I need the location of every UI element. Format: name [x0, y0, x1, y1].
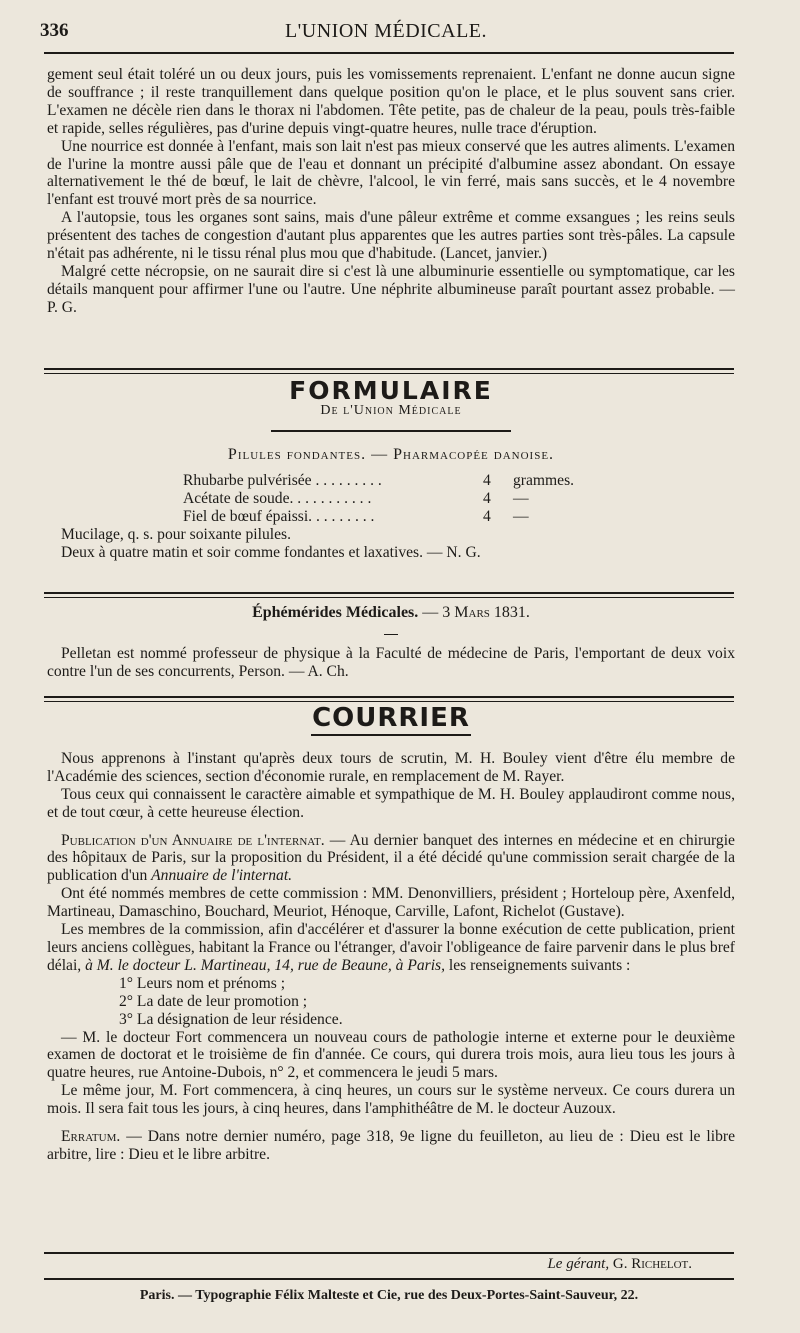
signature-name: G. Richelot. [612, 1256, 692, 1272]
section-rule [44, 592, 734, 594]
annuaire-heading: Publication d'un Annuaire de l'internat. [61, 831, 325, 849]
ephemerides-dash [384, 634, 398, 635]
formulaire-subtitle: De l'Union Médicale [320, 402, 462, 418]
ingredient-unit: — [513, 507, 529, 525]
courrier-section [47, 703, 735, 1164]
erratum-text: — Dans notre dernier numéro, page 318, 9e ligne du feuilleton, au lieu de : Dieu est le libre arbitre, lire : Dieu et le libre arbitre. [47, 1128, 735, 1163]
formulaire-short-rule [271, 430, 511, 432]
article-continuation [47, 66, 735, 317]
article-paragraph: Une nourrice est donnée à l'enfant, mais son lait n'est pas mieux conservé que les autres aliments. L'examen de l'urine la montre aussi pâle que de l'eau et donnant un précipité d'albumine assez abondant. On essaye alternativement le thé de bœuf, le lait de chèvre, l'alcool, le vin ferré, mais sans succès, et le 4 novembre l'enfant est trouvé mort près de sa nourrice. [47, 137, 735, 209]
commission-text-end: les renseignements suivants : [445, 956, 631, 974]
header-rule [44, 52, 734, 54]
printer-imprint: Paris. — Typographie Félix Malteste et Cie, rue des Deux-Portes-Saint-Sauveur, 22. [139, 1288, 639, 1303]
ingredient-name: Acétate de soude. . . . . . . . . . . [183, 489, 372, 507]
ingredient-row [183, 490, 735, 508]
ephemerides-title: Éphémérides Médicales. [252, 604, 419, 621]
section-rule [44, 368, 734, 370]
courrier-paragraph: Le même jour, M. Fort commencera, à cinq heures, un cours sur le système nerveux. Ce cours durera un mois. Il sera fait tous les jours, à cinq heures, dans l'amphithéâtre de M. le docteur Auzoux. [47, 1082, 735, 1118]
list-item: 3° La désignation de leur résidence. [119, 1010, 343, 1028]
ingredient-name: Rhubarbe pulvérisée . . . . . . . . . [183, 471, 382, 489]
courrier-short-rule [311, 734, 471, 736]
renseignements-list [47, 975, 735, 1029]
commission-address: à M. le docteur L. Martineau, 14, rue de Beaune, à Paris, [85, 956, 446, 974]
page-header [40, 18, 732, 46]
running-title: L'UNION MÉDICALE. [284, 20, 488, 42]
ingredient-unit: — [513, 489, 529, 507]
article-paragraph: Malgré cette nécropsie, on ne saurait dire si c'est là une albuminurie essentielle ou symptomatique, car les détails manquent pour affirmer l'une ou l'autre. Une néphrite albumineuse paraît pourtant assez probable. — P. G. [47, 262, 735, 316]
courrier-title: COURRIER [312, 703, 470, 733]
courrier-paragraph: Nous apprenons à l'instant qu'après deux tours de scrutin, M. H. Bouley vient d'être élu membre de l'Académie des sciences, section d'économie rurale, en remplacement de M. Rayer. [47, 749, 735, 785]
section-rule [44, 597, 734, 598]
article-paragraph: gement seul était toléré un ou deux jours, puis les vomissements reprenaient. L'enfant ne donne aucun signe de souffrance ; il reste tranquillement dans quelque position qu'on le place, et le plus souvent sans crier. L'examen ne décèle rien dans le thorax ni l'abdomen. Tête petite, pas de chaleur de la peau, pouls très-faible et rapide, selles régulières, pas d'urine depuis vingt-quatre heures, nulle trace d'éruption. [47, 66, 735, 137]
annuaire-paragraph [47, 832, 735, 886]
ingredient-qty: 4 [483, 471, 491, 489]
formulaire-section [47, 376, 735, 562]
section-rule [44, 696, 734, 698]
erratum-heading: Erratum. [61, 1128, 121, 1146]
section-rule [44, 701, 734, 702]
ingredient-qty: 4 [483, 507, 491, 525]
courrier-paragraph: Ont été nommés membres de cette commission : MM. Denonvilliers, président ; Horteloup père, Axenfeld, Martineau, Damaschino, Bouchard, Meuriot, Hénoque, Carville, Lafont, Richelot (Gustave). [47, 885, 735, 921]
ephemerides-text: Pelletan est nommé professeur de physique à la Faculté de médecine de Paris, l'emportant de deux voix contre l'un de ses concurrents, Person. — A. Ch. [47, 644, 735, 680]
signature-label: Le gérant, [547, 1256, 610, 1272]
list-item: 1° Leurs nom et prénoms ; [119, 974, 286, 992]
footer-rule [44, 1252, 734, 1254]
footer-rule [44, 1278, 734, 1280]
article-paragraph: A l'autopsie, tous les organes sont sains, mais d'une pâleur extrême et comme exsangues ; les reins seuls présentent des taches de congestion d'autant plus apparentes que les autres parties sont très-pâles. La capsule n'était pas adhérente, ni le tissu rénal plus mou que d'habitude. (Lancet, janvier.) [47, 209, 735, 263]
commission-text: Les membres de la commission, afin d'accélérer et d'assurer la bonne exécution de cette publication, prient leurs anciens collègues, habitant la France ou l'étranger, d'avoir l'obligeance de faire parvenir dans le plus bref délai, [47, 921, 735, 974]
ingredient-name: Fiel de bœuf épaissi. . . . . . . . . [183, 507, 375, 525]
courrier-paragraph: — M. le docteur Fort commencera un nouveau cours de pathologie interne et externe pour le deuxième examen de doctorat et le troisième de fin d'année. Ce cours, qui durera trois mois, aura lieu tous les jours à quatre heures, rue Antoine-Dubois, n° 2, et commencera le jeudi 5 mars. [47, 1028, 735, 1082]
section-rule [44, 373, 734, 374]
signature [547, 1256, 692, 1273]
ingredient-unit: grammes. [513, 471, 575, 489]
page-number: 336 [40, 20, 69, 41]
recipe-line: Deux à quatre matin et soir comme fondantes et laxatives. — N. G. [61, 543, 481, 561]
ephemerides-section [47, 604, 735, 681]
formulaire-title: FORMULAIRE [289, 376, 493, 405]
recipe-line: Mucilage, q. s. pour soixante pilules. [61, 525, 291, 543]
ephemerides-date: — 3 Mars 1831. [422, 604, 530, 621]
list-item: 2° La date de leur promotion ; [119, 992, 308, 1010]
ingredient-list [47, 472, 735, 526]
courrier-paragraph: Tous ceux qui connaissent le caractère aimable et sympathique de M. H. Bouley applaudiront comme nous, et de tout cœur, à cette heureuse élection. [47, 785, 735, 821]
ephemerides-heading [47, 604, 735, 622]
recipe-title: Pilules fondantes. — Pharmacopée danoise. [227, 445, 555, 463]
annuaire-text: — Au dernier banquet des internes en médecine et en chirurgie des hôpitaux de Paris, sur la proposition du Président, il a été décidé qu'une commission serait chargée de la publication d'un [47, 831, 735, 885]
ingredient-qty: 4 [483, 489, 491, 507]
commission-paragraph [47, 921, 735, 975]
ingredient-row [183, 472, 735, 490]
annuaire-title: Annuaire de l'internat. [151, 867, 293, 885]
erratum-paragraph [47, 1128, 735, 1164]
ingredient-row [183, 508, 735, 526]
